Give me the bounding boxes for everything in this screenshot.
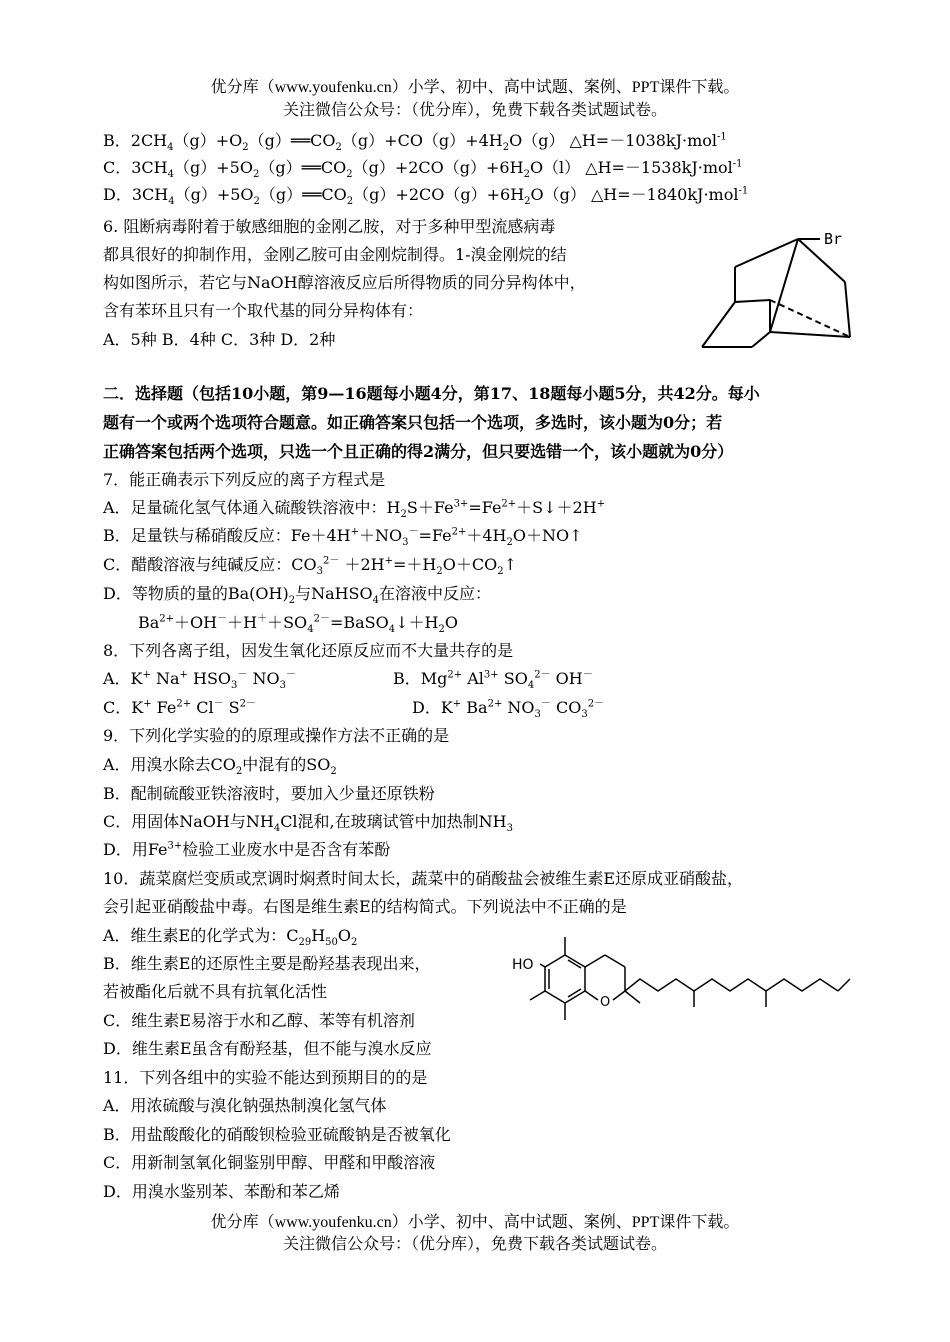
header-line-1: 优分库（www.youfenku.cn）小学、初中、高中试题、案例、PPT课件下载。 [210,79,740,96]
q8-option-c: C．K+ $Fe^{2+}$ Cl－ $S^{2-}$ [103,698,256,717]
q6-line-1: 6. 阻断病毒附着于敏感细胞的金刚乙胺，对于多种甲型流感病毒 [103,217,556,236]
q5-option-c: C．$3CH_4(g)+5O_2(g)══CO_2(g)+2CO(g)+6H_2O(l)$ △H=－1538kJ·mol$^{-1}$ [103,158,743,181]
q8-stem: 8．下列各离子组，因发生氧化还原反应而不大量共存的是 [103,641,514,660]
q7-option-d: D．等物质的量的$Ba(OH)_2$与NaHSO$_4$在溶液中反应： [103,584,492,607]
q6-line-2: 都具很好的抑制作用，金刚乙胺可由金刚烷制得。1-溴金刚烷的结 [103,245,567,264]
q10-line-2: 会引起亚硝酸盐中毒。右图是维生素E的结构简式。下列说法中不正确的是 [103,897,627,916]
q11-option-c: C．用新制氢氧化铜鉴别甲醇、甲醛和甲酸溶液 [103,1153,436,1172]
q10-option-b-2: 若被酯化后就不具有抗氧化活性 [103,982,328,1001]
o-label: O [600,995,611,1010]
ho-label: HO [512,957,534,973]
q8-option-d: D．K+ $Ba^{2+}$ $NO_3^-$ $CO_3^{2-}$ [412,698,605,721]
vitamin-e-structure [510,925,860,1045]
br-label: Br [824,230,843,248]
q11-option-d: D．用溴水鉴别苯、苯酚和苯乙烯 [103,1182,340,1201]
q7-option-a: A．足量硫化氢气体通入硫酸铁溶液中：$H_2S+Fe^{3+}=Fe^{2+}+S↓+2H^+$ [103,498,606,521]
section2-line-1: 二．选择题（包括10小题，第9—16题每小题4分，第17、18题每小题5分，共42分。每小 [103,384,760,403]
q5-option-d: D．$3CH_4(g)+5O_2(g)══CO_2(g)+2CO(g)+6H_2O(g)$ △H=－1840kJ·mol$^{-1}$ [103,185,749,208]
q9-option-a: A．用溴水除去$CO_2$中混有的$SO_2$ [103,755,337,778]
footer-line-1: 优分库（www.youfenku.cn）小学、初中、高中试题、案例、PPT课件下载。 [210,1214,740,1231]
q7-option-b: B．足量铁与稀硝酸反应：$Fe+4H^++NO_3^-=Fe^{2+}+4H_2O+NO↑$ [103,526,583,549]
q10-line-1: 10．蔬菜腐烂变质或烹调时焖煮时间太长，蔬菜中的硝酸盐会被维生素E还原成亚硝酸盐， [103,869,744,888]
section2-line-2: 题有一个或两个选项符合题意。如正确答案只包括一个选项，多选时，该小题为0分；若 [103,413,723,432]
q10-option-b-1: B．维生素E的还原性主要是酚羟基表现出来， [103,954,431,973]
q11-stem: 11．下列各组中的实验不能达到预期目的的是 [103,1068,428,1087]
q7-stem: 7．能正确表示下列反应的离子方程式是 [103,470,386,489]
q9-option-b: B．配制硫酸亚铁溶液时，要加入少量还原铁粉 [103,784,435,803]
q11-option-a: A．用浓硫酸与溴化钠强热制溴化氢气体 [103,1096,387,1115]
q10-option-d: D．维生素E虽含有酚羟基，但不能与溴水反应 [103,1039,432,1058]
q6-options: A．5种 B．4种 C．3种 D．2种 [103,330,336,349]
q5-option-b: B．$2CH_4(g)+O_2(g)══CO_2(g)+CO(g)+4H_2O(g)$ △H=－1038kJ·mol$^{-1}$ [103,131,727,154]
q6-line-3: 构如图所示，若它与NaOH醇溶液反应后所得物质的同分异构体中， [103,273,586,292]
q10-option-a: A．维生素E的化学式为：$C_{29}H_{50}O_2$ [103,926,358,949]
section2-line-3: 正确答案包括两个选项，只选一个且正确的得2满分，但只要选错一个，该小题就为0分） [103,442,734,461]
q9-stem: 9．下列化学实验的的原理或操作方法不正确的是 [103,726,450,745]
q9-option-c: C．用固体NaOH与$NH_4Cl$混和,在玻璃试管中加热制$NH_3$ [103,812,513,835]
q7-option-d-equation: $Ba^{2+}+OH^-+H^++SO_4^{2-}=BaSO_4↓+H_2O$ [138,613,458,636]
q9-option-d: D．用$Fe^{3+}$检验工业废水中是否含有苯酚 [103,840,391,859]
q6-line-4: 含有苯环且只有一个取代基的同分异构体有： [103,301,424,320]
bromoadamantane-structure [690,222,860,357]
q8-option-b: B．$Mg^{2+}$ $Al^{3+}$ $SO_4^{2-}$ OH－ [393,669,593,692]
q10-option-c: C．维生素E易溶于水和乙醇、苯等有机溶剂 [103,1011,415,1030]
footer-line-2: 关注微信公众号：（优分库），免费下载各类试题试卷。 [282,1236,667,1253]
q7-option-c: C．醋酸溶液与纯碱反应：$CO_3^{2-}$ $+2H^+=+H_2O+CO_2↑$ [103,555,517,578]
q11-option-b: B．用盐酸酸化的硝酸钡检验亚硫酸钠是否被氧化 [103,1125,451,1144]
q8-option-a: A．K+ Na+ $HSO_3^-$ $NO_3^-$ [103,669,296,692]
header-line-2: 关注微信公众号：（优分库），免费下载各类试题试卷。 [282,102,667,119]
